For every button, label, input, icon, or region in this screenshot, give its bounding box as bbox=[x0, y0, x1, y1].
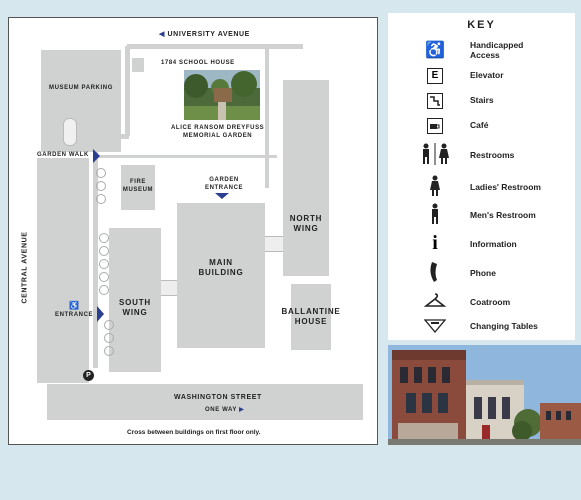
cafe-icon bbox=[424, 115, 446, 137]
washington-street bbox=[47, 384, 363, 420]
stairs-icon bbox=[424, 90, 446, 112]
map-key bbox=[388, 13, 575, 340]
north-wing bbox=[283, 80, 329, 276]
walkway bbox=[127, 44, 303, 49]
key-item: Stairs bbox=[388, 90, 575, 114]
museum-parking-label: MUSEUM PARKING bbox=[49, 85, 113, 91]
changing-tables-icon bbox=[424, 315, 446, 337]
floor-note: Cross between buildings on first floor only. bbox=[127, 429, 261, 436]
school-house-building bbox=[132, 58, 144, 72]
trees bbox=[99, 233, 109, 298]
museum-photo bbox=[388, 345, 581, 445]
garden-walk-label: GARDEN WALK bbox=[37, 152, 89, 158]
key-item: ♿ Handicapped Access bbox=[425, 40, 524, 60]
central-avenue bbox=[37, 158, 89, 383]
washington-street-label: WASHINGTON STREET bbox=[174, 394, 262, 401]
key-item: Café bbox=[388, 115, 575, 139]
key-item: Coatroom bbox=[388, 290, 575, 314]
fire-museum-label: FIRE MUSEUM bbox=[122, 179, 154, 193]
accessible-entrance-icon: ♿ bbox=[69, 301, 80, 310]
mens-restroom-icon bbox=[424, 203, 446, 225]
trees bbox=[104, 320, 114, 359]
garden-entrance-label: GARDEN ENTRANCE bbox=[205, 177, 244, 191]
key-item: Restrooms bbox=[388, 143, 575, 167]
wheelchair-icon: ♿ bbox=[425, 42, 445, 59]
school-house-label: 1784 SCHOOL HOUSE bbox=[161, 60, 235, 66]
site-map bbox=[8, 17, 378, 445]
south-wing-label: SOUTH WING bbox=[119, 298, 151, 317]
north-wing-label: NORTH WING bbox=[289, 214, 323, 233]
walkway bbox=[125, 46, 130, 136]
one-way-label: ONE WAY ▶ bbox=[205, 407, 245, 413]
entrance-label: ENTRANCE bbox=[55, 312, 94, 318]
coatroom-icon bbox=[424, 290, 446, 312]
key-item: Men's Restroom bbox=[388, 203, 575, 227]
garden-photo bbox=[184, 70, 260, 120]
entrance-marker bbox=[97, 306, 104, 322]
trees bbox=[96, 168, 106, 207]
key-item: Phone bbox=[388, 261, 575, 285]
museum-parking bbox=[41, 50, 121, 152]
central-avenue-label: CENTRAL AVENUE bbox=[21, 231, 29, 304]
key-item: Changing Tables bbox=[388, 315, 575, 339]
key-item: i Information bbox=[388, 232, 575, 256]
key-item: E Elevator bbox=[388, 65, 575, 89]
garden-walk-entrance-marker bbox=[93, 149, 100, 163]
information-icon: i bbox=[432, 231, 438, 254]
key-title: KEY bbox=[467, 19, 496, 31]
parking-island bbox=[63, 118, 77, 146]
university-avenue-label: ◀ UNIVERSITY AVENUE bbox=[159, 31, 250, 38]
garden-label: ALICE RANSOM DREYFUSS MEMORIAL GARDEN bbox=[171, 125, 265, 139]
elevator-icon: E bbox=[424, 65, 446, 87]
main-building-label: MAIN BUILDING bbox=[198, 258, 244, 277]
connector bbox=[265, 236, 283, 252]
walkway bbox=[97, 155, 277, 158]
ladies-restroom-icon bbox=[424, 175, 446, 197]
key-item: Ladies' Restroom bbox=[388, 175, 575, 199]
parking-icon: P bbox=[83, 370, 94, 381]
restrooms-icon bbox=[418, 143, 452, 165]
garden-entrance-marker bbox=[215, 193, 229, 199]
phone-icon bbox=[424, 261, 446, 283]
walkway bbox=[265, 48, 269, 188]
connector bbox=[161, 280, 177, 296]
ballantine-house-label: BALLANTINE HOUSE bbox=[281, 307, 341, 326]
